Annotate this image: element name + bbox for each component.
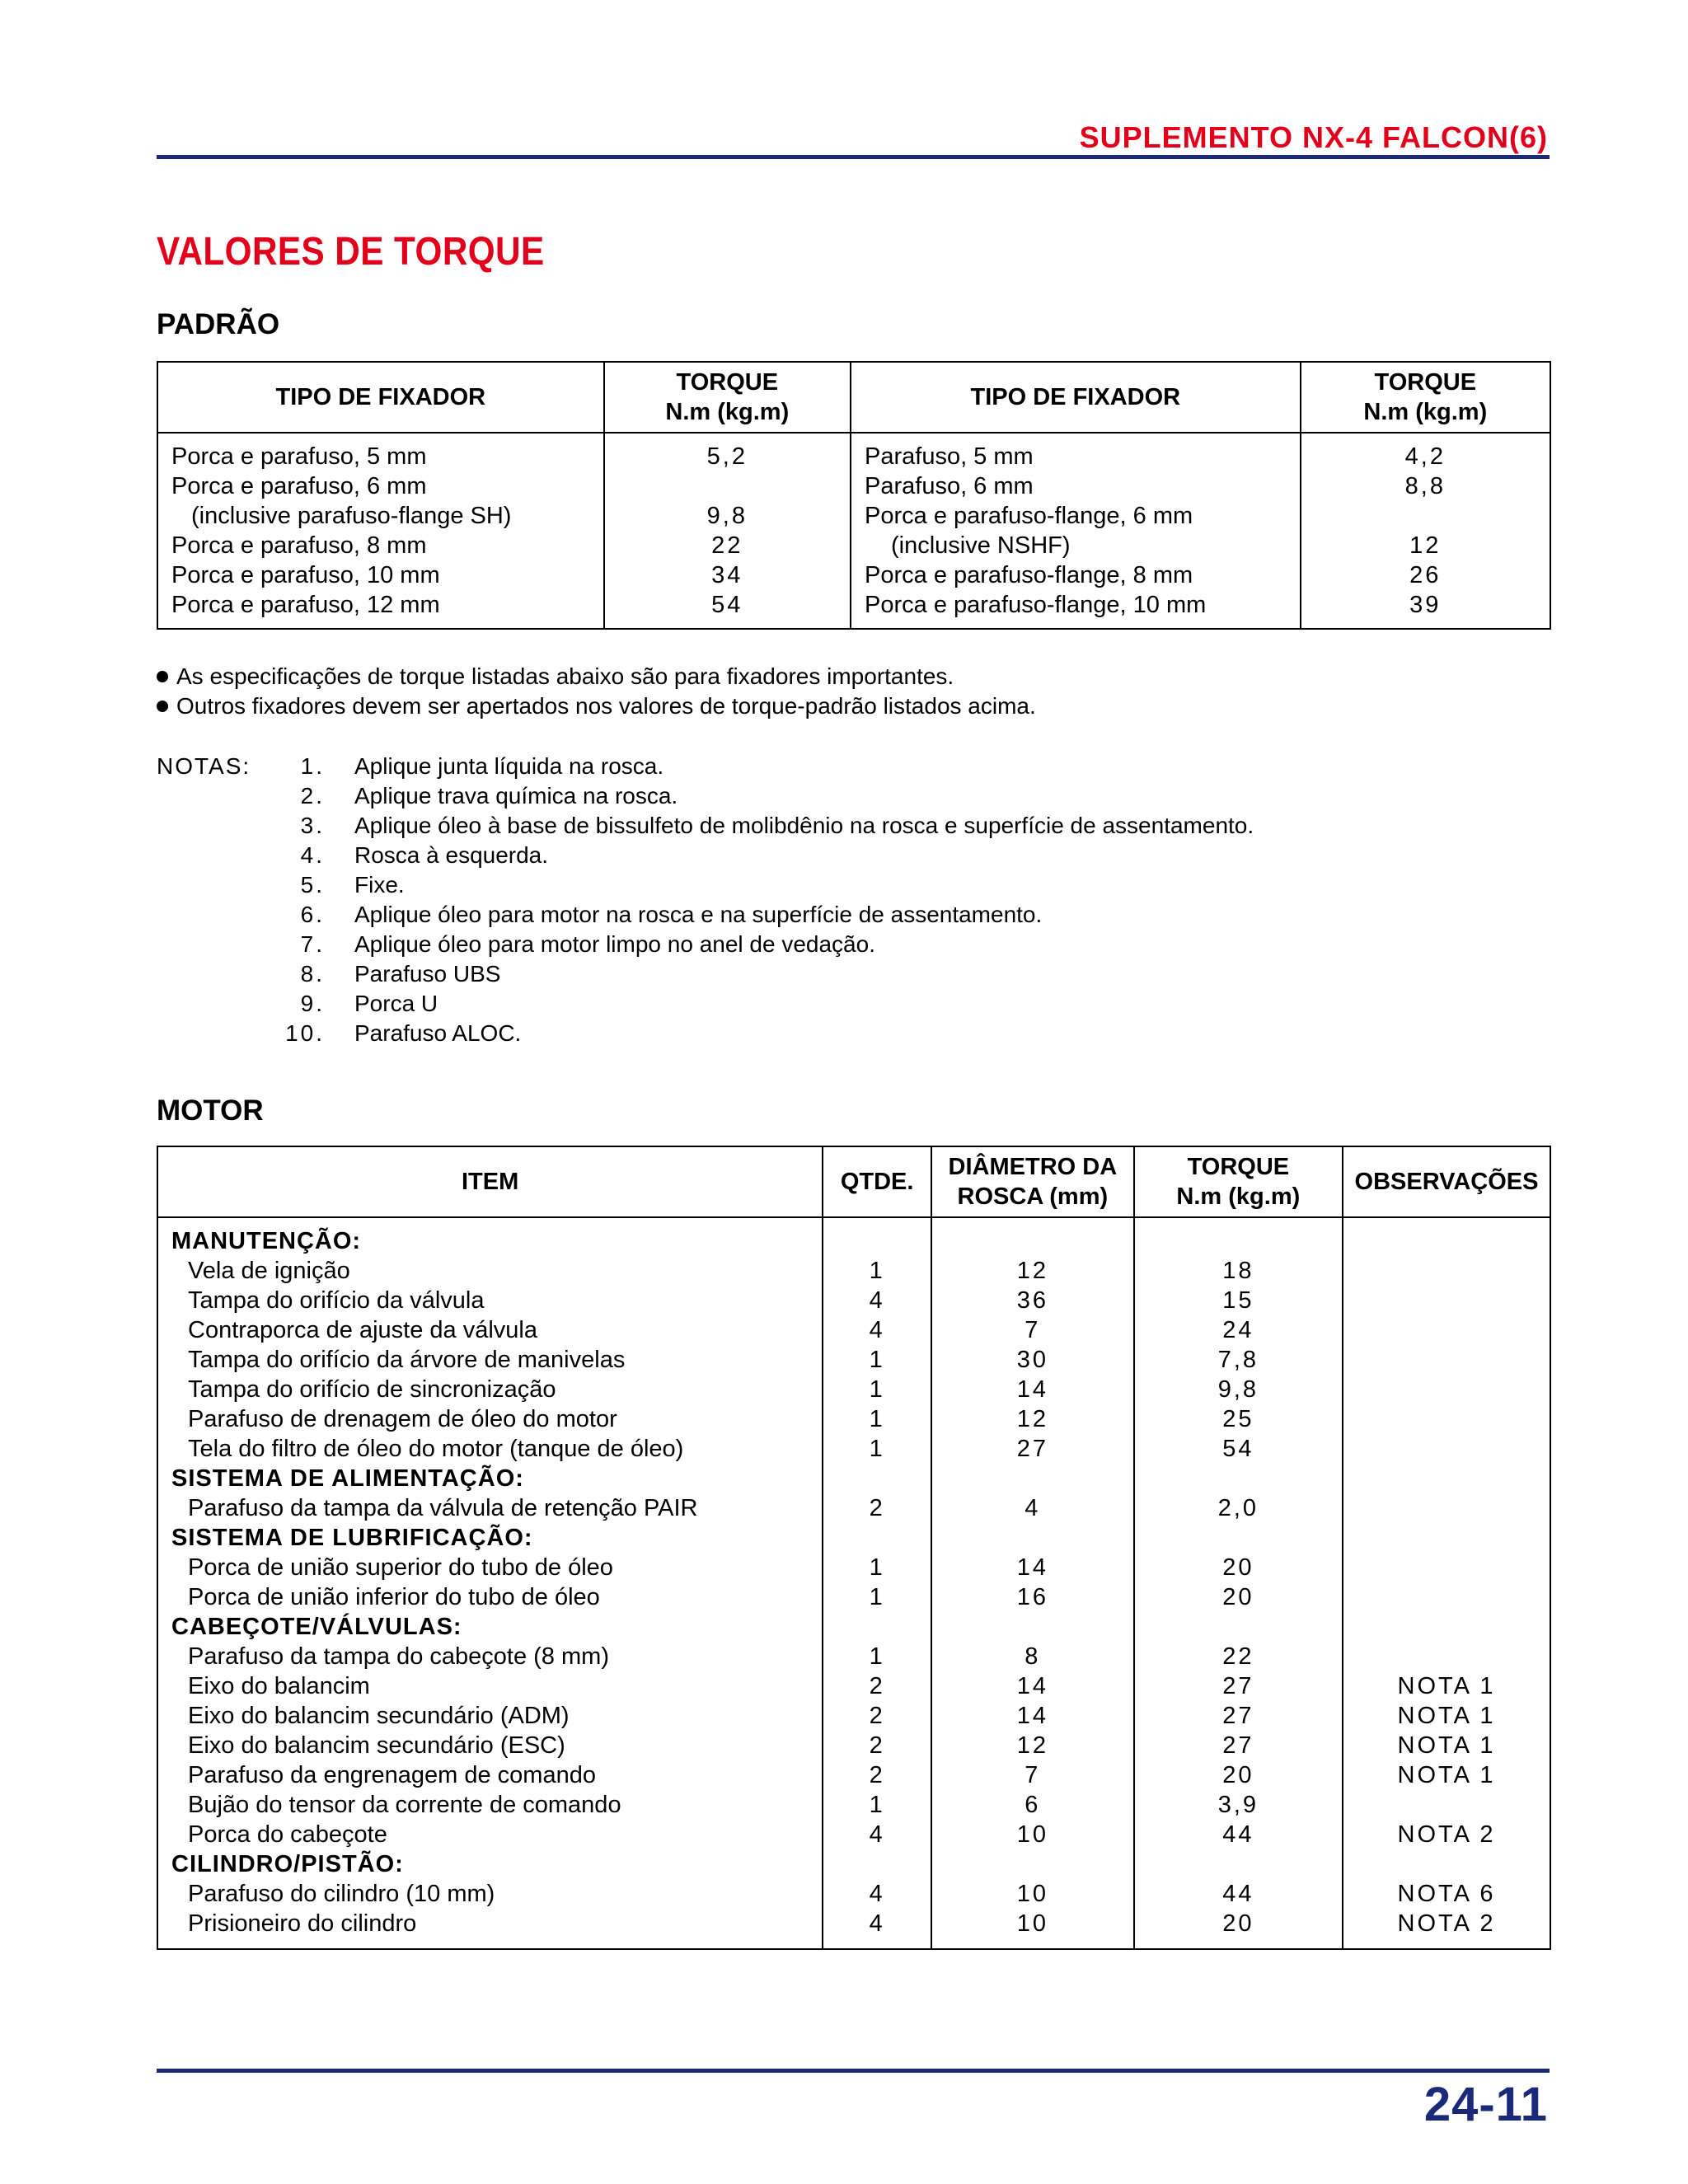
torque-value	[1135, 1464, 1342, 1493]
torque-value	[1301, 501, 1550, 531]
diameter-value: 10	[1016, 1881, 1048, 1907]
torque-value	[605, 471, 850, 501]
diameter-value: 6	[1025, 1792, 1041, 1818]
diameter-value: 4	[1025, 1495, 1041, 1521]
quantity-value	[823, 1464, 931, 1493]
note-text: Aplique junta líquida na rosca.	[354, 753, 664, 779]
section-title-padrao: PADRÃO	[157, 308, 280, 340]
torque-value: 34	[711, 562, 743, 588]
header-torque-label: TORQUE	[1187, 1154, 1290, 1180]
torque-value: 20	[1222, 1584, 1254, 1610]
header-torque-right	[1301, 362, 1550, 433]
item-label: Tampa do orifício da árvore de manivelas	[188, 1347, 626, 1373]
item-label: Porca de união inferior do tubo de óleo	[188, 1584, 600, 1610]
torque-value: 9,8	[1217, 1376, 1259, 1403]
item-column	[157, 1217, 823, 1949]
torque-value: 26	[1409, 562, 1442, 588]
quantity-value	[823, 1226, 931, 1256]
standard-table-body-row	[157, 433, 1550, 629]
item-label: Vela de ignição	[188, 1258, 350, 1284]
header-thread-diameter	[931, 1146, 1134, 1217]
torque-column	[1134, 1217, 1343, 1949]
left-fastener-list	[157, 433, 604, 629]
bullet-item	[157, 662, 1036, 691]
diameter-value: 27	[1016, 1436, 1048, 1462]
observation-value	[1343, 1493, 1550, 1523]
header-torque-label: TORQUE	[1374, 369, 1477, 396]
item-label: Prisioneiro do cilindro	[188, 1910, 417, 1937]
diameter-value: 14	[1016, 1554, 1048, 1581]
torque-value: 44	[1222, 1821, 1254, 1848]
header-title: SUPLEMENTO NX-4 FALCON(6)	[1079, 120, 1548, 154]
category-heading: CILINDRO/PISTÃO:	[171, 1851, 404, 1877]
header-torque-unit: N.m (kg.m)	[1176, 1183, 1301, 1210]
quantity-column	[823, 1217, 931, 1949]
quantity-value: 1	[869, 1376, 885, 1403]
note-text: Aplique óleo para motor limpo no anel de vedação.	[354, 931, 875, 957]
observation-value	[1343, 1612, 1550, 1642]
observation-value: NOTA 2	[1397, 1910, 1496, 1937]
note-text: Parafuso UBS	[354, 961, 501, 987]
quantity-value: 1	[869, 1792, 885, 1818]
diameter-value: 7	[1025, 1317, 1041, 1343]
item-label: Parafuso da tampa da válvula de retenção PAIR	[188, 1495, 698, 1521]
item-label: Parafuso da tampa do cabeçote (8 mm)	[188, 1643, 609, 1670]
category-heading: SISTEMA DE LUBRIFICAÇÃO:	[171, 1525, 533, 1551]
diameter-value: 16	[1016, 1584, 1048, 1610]
quantity-value: 1	[869, 1406, 885, 1432]
bullet-text: Outros fixadores devem ser apertados nos valores de torque-padrão listados acima.	[176, 693, 1036, 719]
item-label: Bujão do tensor da corrente de comando	[188, 1792, 621, 1818]
note-number: 3.	[300, 813, 325, 838]
header-diameter-label: DIÂMETRO DA	[948, 1154, 1118, 1180]
header-observations: OBSERVAÇÕES	[1343, 1146, 1550, 1217]
torque-value: 4,2	[1404, 443, 1446, 470]
footer-rule	[157, 2069, 1550, 2073]
fastener-label: Porca e parafuso, 12 mm	[171, 592, 440, 618]
diameter-value: 10	[1016, 1910, 1048, 1937]
fastener-label: Porca e parafuso-flange, 6 mm	[865, 503, 1193, 529]
observation-value	[1343, 1790, 1550, 1820]
torque-value: 25	[1222, 1406, 1254, 1432]
torque-value: 20	[1222, 1554, 1254, 1581]
bullet-item	[157, 691, 1036, 721]
note-number: 8.	[300, 961, 325, 987]
torque-value: 27	[1222, 1673, 1254, 1699]
torque-value: 20	[1222, 1762, 1254, 1788]
diameter-value: 14	[1016, 1376, 1048, 1403]
quantity-value: 4	[869, 1287, 885, 1314]
standard-torque-table	[157, 361, 1551, 630]
engine-table-body-row	[157, 1217, 1550, 1949]
fastener-label: (inclusive parafuso-flange SH)	[191, 503, 512, 529]
quantity-value	[823, 1523, 931, 1553]
diameter-value	[932, 1464, 1133, 1493]
torque-value	[1135, 1523, 1342, 1553]
header-torque-label: TORQUE	[676, 369, 779, 396]
quantity-value: 2	[869, 1762, 885, 1788]
header-fastener-type-left: TIPO DE FIXADOR	[157, 362, 604, 433]
diameter-value: 8	[1025, 1643, 1041, 1670]
fastener-label: Porca e parafuso-flange, 8 mm	[865, 562, 1193, 588]
diameter-value: 14	[1016, 1703, 1048, 1729]
header-quantity: QTDE.	[823, 1146, 931, 1217]
note-number: 10.	[285, 1020, 325, 1046]
header-torque	[1134, 1146, 1343, 1217]
right-fastener-list	[851, 433, 1301, 629]
note-text: Aplique trava química na rosca.	[354, 783, 678, 808]
observation-value	[1343, 1226, 1550, 1256]
item-label: Eixo do balancim secundário (ADM)	[188, 1703, 570, 1729]
header-item: ITEM	[157, 1146, 823, 1217]
quantity-value: 4	[869, 1821, 885, 1848]
observation-value: NOTA 1	[1397, 1762, 1496, 1788]
diameter-value: 10	[1016, 1821, 1048, 1848]
quantity-value: 1	[869, 1554, 885, 1581]
fastener-label: Porca e parafuso, 5 mm	[171, 443, 427, 470]
note-number: 9.	[300, 991, 325, 1016]
diameter-value: 12	[1016, 1732, 1048, 1759]
quantity-value: 1	[869, 1436, 885, 1462]
notes-label: NOTAS:	[157, 753, 251, 779]
standard-table-header-row	[157, 362, 1550, 433]
note-text: Porca U	[354, 991, 438, 1016]
note-number: 4.	[300, 842, 325, 868]
observation-value	[1343, 1286, 1550, 1315]
item-label: Contraporca de ajuste da válvula	[188, 1317, 537, 1343]
torque-value	[1135, 1849, 1342, 1879]
observation-value	[1343, 1553, 1550, 1582]
quantity-value: 2	[869, 1732, 885, 1759]
header-torque-unit: N.m (kg.m)	[1363, 399, 1488, 425]
quantity-value: 1	[869, 1643, 885, 1670]
page-title: VALORES DE TORQUE	[157, 230, 545, 274]
diameter-value: 12	[1016, 1406, 1048, 1432]
observation-value	[1343, 1434, 1550, 1464]
quantity-value: 4	[869, 1881, 885, 1907]
torque-value: 22	[711, 532, 743, 559]
torque-value: 5,2	[706, 443, 748, 470]
torque-value: 20	[1222, 1910, 1254, 1937]
page-number: 24-11	[1423, 2078, 1548, 2131]
torque-value: 2,0	[1217, 1495, 1259, 1521]
torque-value: 54	[711, 592, 743, 618]
item-label: Parafuso do cilindro (10 mm)	[188, 1881, 495, 1907]
item-label: Parafuso da engrenagem de comando	[188, 1762, 596, 1788]
note-number: 6.	[300, 902, 325, 927]
diameter-value	[932, 1849, 1133, 1879]
observation-value	[1343, 1375, 1550, 1404]
torque-value: 44	[1222, 1881, 1254, 1907]
fastener-label: Porca e parafuso-flange, 10 mm	[865, 592, 1207, 618]
torque-value	[1135, 1612, 1342, 1642]
fastener-label: (inclusive NSHF)	[891, 532, 1071, 559]
observation-value	[1343, 1345, 1550, 1375]
fastener-label: Porca e parafuso, 8 mm	[171, 532, 427, 559]
item-label: Porca de união superior do tubo de óleo	[188, 1554, 613, 1581]
bullet-icon	[157, 701, 168, 712]
item-label: Porca do cabeçote	[188, 1821, 387, 1848]
fastener-label: Porca e parafuso, 10 mm	[171, 562, 440, 588]
item-label: Tela do filtro de óleo do motor (tanque de óleo)	[188, 1436, 684, 1462]
diameter-value	[932, 1226, 1133, 1256]
quantity-value: 1	[869, 1584, 885, 1610]
fastener-label: Parafuso, 5 mm	[865, 443, 1034, 470]
note-text: Aplique óleo para motor na rosca e na superfície de assentamento.	[354, 902, 1043, 927]
header-fastener-type-right: TIPO DE FIXADOR	[851, 362, 1301, 433]
note-number: 7.	[300, 931, 325, 957]
torque-value: 15	[1222, 1287, 1254, 1314]
torque-value	[1135, 1226, 1342, 1256]
diameter-value: 14	[1016, 1673, 1048, 1699]
diameter-value: 36	[1016, 1287, 1048, 1314]
category-heading: MANUTENÇÃO:	[171, 1228, 362, 1254]
diameter-column	[931, 1217, 1134, 1949]
torque-value: 18	[1222, 1258, 1254, 1284]
engine-table-header-row	[157, 1146, 1550, 1217]
engine-torque-table	[157, 1146, 1551, 1950]
note-text: Aplique óleo à base de bissulfeto de molibdênio na rosca e superfície de assentamento.	[354, 813, 1254, 838]
torque-value: 39	[1409, 592, 1442, 618]
note-number: 2.	[300, 783, 325, 808]
bullet-icon	[157, 671, 168, 682]
observation-value: NOTA 1	[1397, 1732, 1496, 1759]
left-torque-list	[604, 433, 851, 629]
section-title-motor: MOTOR	[157, 1094, 264, 1127]
observation-value: NOTA 1	[1397, 1703, 1496, 1729]
category-heading: CABEÇOTE/VÁLVULAS:	[171, 1614, 462, 1640]
bullet-text: As especificações de torque listadas abaixo são para fixadores importantes.	[176, 663, 954, 689]
header-torque-unit: N.m (kg.m)	[665, 399, 790, 425]
torque-value: 22	[1222, 1643, 1254, 1670]
right-torque-list	[1301, 433, 1550, 629]
observation-value	[1343, 1642, 1550, 1671]
item-label: Eixo do balancim secundário (ESC)	[188, 1732, 565, 1759]
item-label: Parafuso de drenagem de óleo do motor	[188, 1406, 617, 1432]
torque-value: 27	[1222, 1732, 1254, 1759]
note-number: 1.	[300, 753, 325, 779]
note-number: 5.	[300, 872, 325, 898]
torque-value: 9,8	[706, 503, 748, 529]
quantity-value: 4	[869, 1317, 885, 1343]
quantity-value: 4	[869, 1910, 885, 1937]
quantity-value: 2	[869, 1673, 885, 1699]
torque-value: 3,9	[1217, 1792, 1259, 1818]
quantity-value: 2	[869, 1703, 885, 1729]
header-rule	[157, 155, 1550, 159]
note-text: Parafuso ALOC.	[354, 1020, 522, 1046]
observation-value	[1343, 1582, 1550, 1612]
observation-value: NOTA 1	[1397, 1673, 1496, 1699]
torque-value: 54	[1222, 1436, 1254, 1462]
observation-value: NOTA 6	[1397, 1881, 1496, 1907]
diameter-value	[932, 1612, 1133, 1642]
torque-value: 24	[1222, 1317, 1254, 1343]
observation-value	[1343, 1464, 1550, 1493]
fastener-label: Porca e parafuso, 6 mm	[171, 473, 427, 499]
note-text: Fixe.	[354, 872, 405, 898]
quantity-value	[823, 1849, 931, 1879]
diameter-value: 7	[1025, 1762, 1041, 1788]
note-text: Rosca à esquerda.	[354, 842, 549, 868]
observation-value	[1343, 1315, 1550, 1345]
quantity-value: 2	[869, 1495, 885, 1521]
quantity-value: 1	[869, 1258, 885, 1284]
torque-value: 12	[1409, 532, 1442, 559]
item-label: Tampa do orifício de sincronização	[188, 1376, 556, 1403]
observation-value	[1343, 1404, 1550, 1434]
observation-value	[1343, 1256, 1550, 1286]
observation-value	[1343, 1523, 1550, 1553]
fastener-label: Parafuso, 6 mm	[865, 473, 1034, 499]
header-torque-left	[604, 362, 851, 433]
observation-value: NOTA 2	[1397, 1821, 1496, 1848]
header-diameter-unit: ROSCA (mm)	[957, 1183, 1109, 1210]
torque-value: 8,8	[1404, 473, 1446, 499]
bullet-list	[157, 662, 1036, 721]
torque-value: 27	[1222, 1703, 1254, 1729]
category-heading: SISTEMA DE ALIMENTAÇÃO:	[171, 1465, 524, 1492]
diameter-value: 12	[1016, 1258, 1048, 1284]
diameter-value: 30	[1016, 1347, 1048, 1373]
observation-value	[1343, 1849, 1550, 1879]
item-label: Eixo do balancim	[188, 1673, 370, 1699]
item-label: Tampa do orifício da válvula	[188, 1287, 485, 1314]
torque-value: 7,8	[1217, 1347, 1259, 1373]
diameter-value	[932, 1523, 1133, 1553]
quantity-value	[823, 1612, 931, 1642]
observations-column	[1343, 1217, 1550, 1949]
quantity-value: 1	[869, 1347, 885, 1373]
